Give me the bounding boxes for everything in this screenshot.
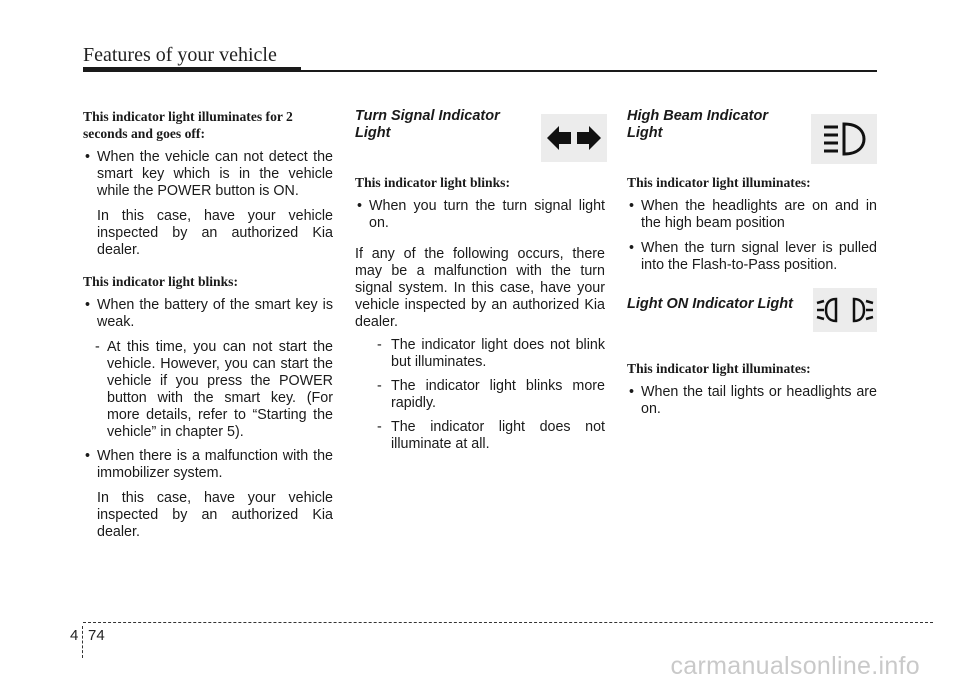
dash-text: The indicator light does not blink but illuminates. <box>391 337 605 370</box>
bullet-item: • When the turn signal lever is pulled into the Flash-to-Pass position. <box>627 240 877 274</box>
section-heading: This indicator light illuminates: <box>627 175 811 190</box>
bullet-subtext: In this case, have your vehicle inspected by an authorized Kia dealer. <box>97 490 333 540</box>
section-heading: This indicator light blinks: <box>355 175 510 190</box>
bullet-item: • When the battery of the smart key is weak. <box>83 297 333 331</box>
bullet-item: • When you turn the turn signal light on. <box>355 198 605 232</box>
bullet-item: • When the headlights are on and in the high beam position <box>627 198 877 232</box>
dash-item <box>83 339 333 441</box>
dash-text: The indicator light does not illuminate at all. <box>391 419 605 452</box>
bullet-item: • When there is a malfunction with the immobilizer system. <box>83 448 333 482</box>
footer-rule <box>83 622 933 623</box>
turn-signal-arrows-icon <box>541 114 607 162</box>
dash-text: At this time, you can not start the vehicle. However, you can start the vehicle if you press the POWER button with the smart key. (For more details, refer to “Starting the vehicle” in chapter 5). <box>107 339 333 440</box>
high-beam-title-block <box>627 108 877 164</box>
dash-mark: - <box>377 337 382 353</box>
turn-signal-title-block <box>355 108 605 164</box>
section-title: Light ON Indicator Light <box>627 296 793 312</box>
watermark-text: carmanualsonline.info <box>670 652 920 680</box>
dash-text: The indicator light blinks more rapidly. <box>391 378 605 411</box>
page-number-separator <box>82 626 83 658</box>
section-heading: This indicator light illuminates for 2 seconds and goes off: <box>83 109 293 141</box>
chapter-number: 4 <box>70 627 79 644</box>
light-on-title-block <box>627 296 877 352</box>
column-lights <box>627 108 877 426</box>
dash-item <box>355 378 605 412</box>
section-heading: This indicator light blinks: <box>83 274 238 289</box>
high-beam-icon <box>811 114 877 164</box>
section-title: Turn Signal Indicator Light <box>355 108 500 141</box>
dash-mark: - <box>95 339 100 355</box>
column-smart-key <box>83 108 333 549</box>
page-number: 74 <box>88 627 105 644</box>
column-turn-signal <box>355 108 605 460</box>
dash-item <box>355 337 605 371</box>
bullet-subtext: In this case, have your vehicle inspected by an authorized Kia dealer. <box>97 208 333 258</box>
header-accent-bar <box>83 67 301 72</box>
section-heading: This indicator light illuminates: <box>627 361 811 376</box>
section-title: High Beam Indicator Light <box>627 108 768 141</box>
dash-item <box>355 419 605 453</box>
bullet-item: • When the vehicle can not detect the smart key which is in the vehicle while the POWER button is ON. <box>83 149 333 200</box>
dash-mark: - <box>377 378 382 394</box>
dash-mark: - <box>377 419 382 435</box>
page-header-title: Features of your vehicle <box>83 44 277 66</box>
body-paragraph: If any of the following occurs, there may be a malfunction with the turn signal system. In this case, have your vehicle inspected by an authorized Kia dealer. <box>355 246 605 330</box>
header-rule <box>301 70 877 72</box>
light-on-icon <box>813 288 877 332</box>
bullet-item: • When the tail lights or headlights are on. <box>627 384 877 418</box>
